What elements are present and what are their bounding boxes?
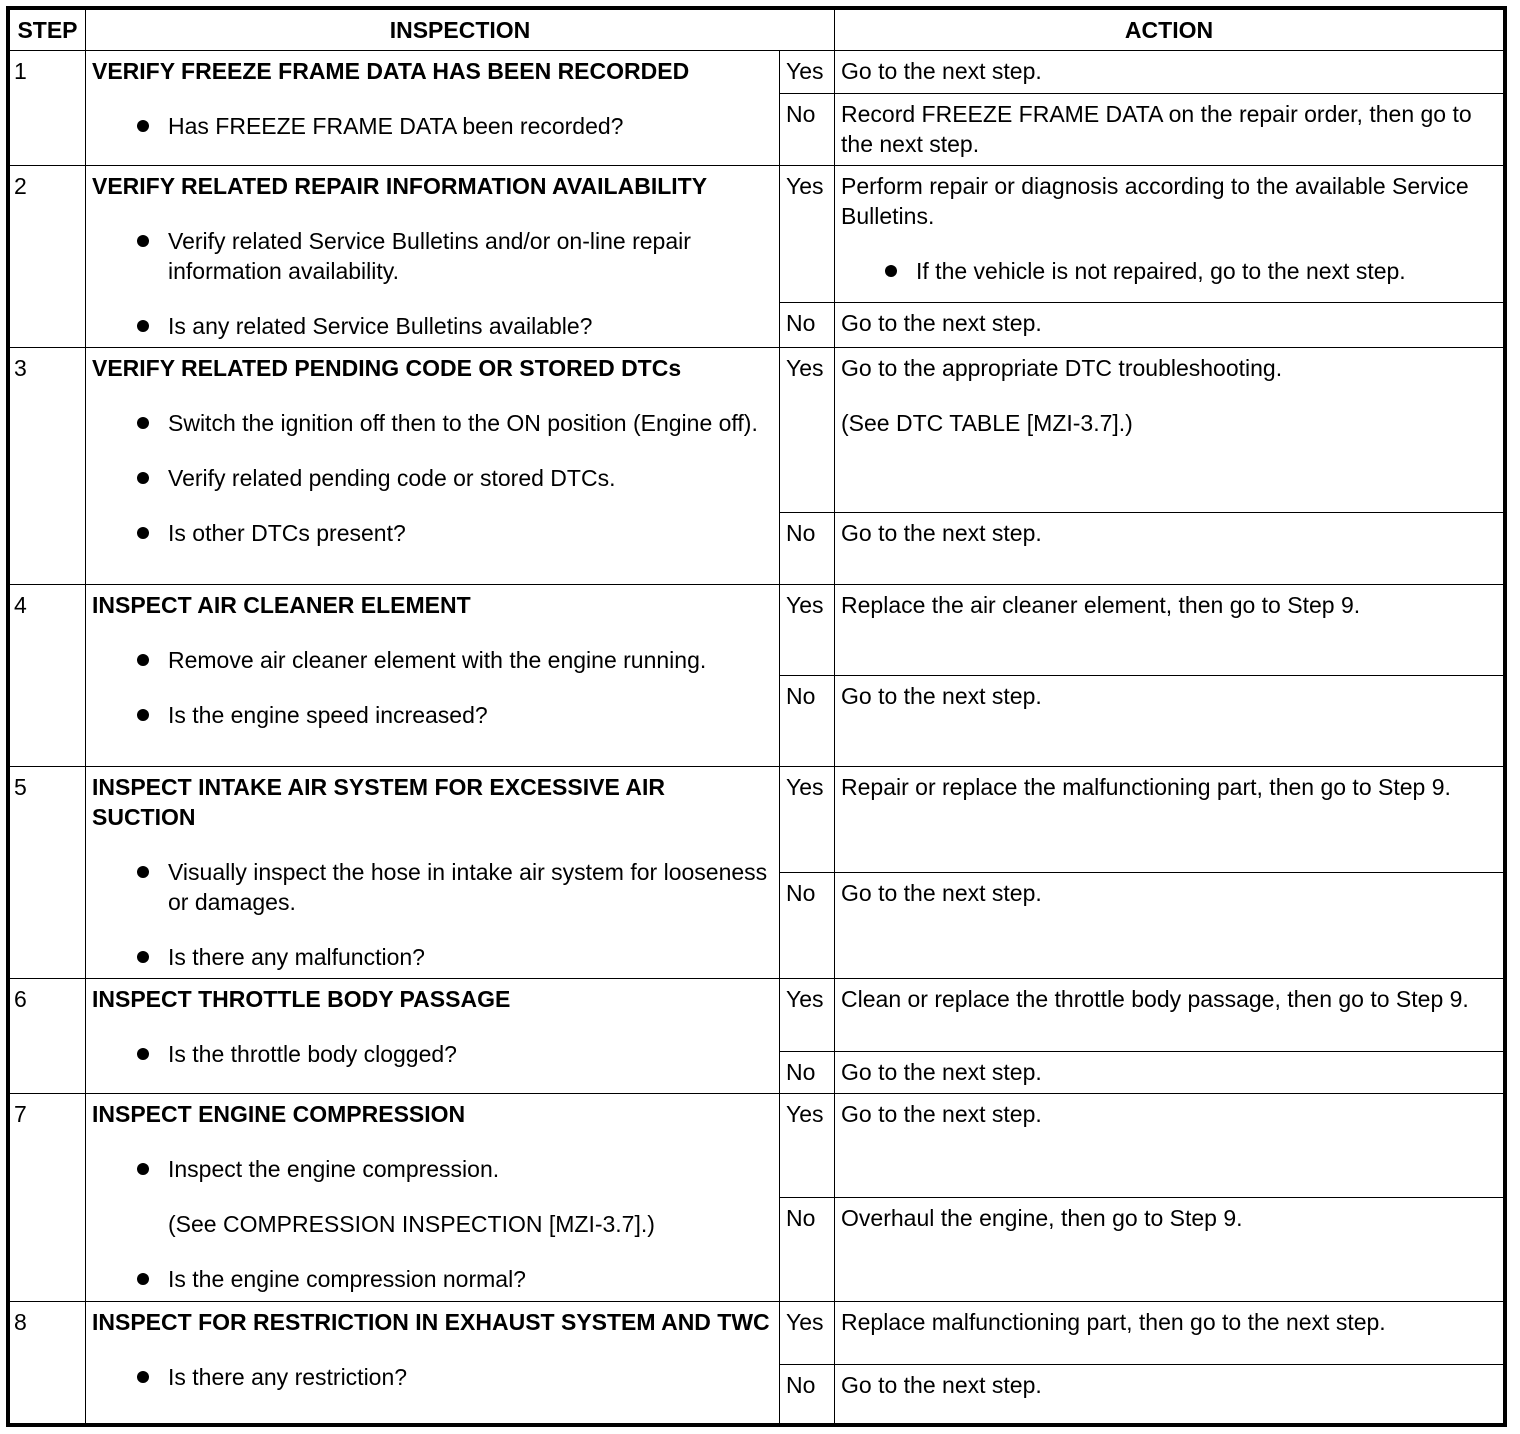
step-title: INSPECT FOR RESTRICTION IN EXHAUST SYSTEM AND TWC [92,1309,770,1335]
yes-action: Repair or replace the malfunctioning part, then go to Step 9. [835,767,1504,873]
inspection-cell [86,979,780,1094]
step-row [10,1094,1504,1198]
yes-label: Yes [780,348,835,513]
step-title: VERIFY RELATED REPAIR INFORMATION AVAILABILITY [92,173,708,199]
step-row [10,585,1504,676]
step-title: INSPECT AIR CLEANER ELEMENT [92,592,471,618]
header-row [10,10,1504,51]
inspection-bullet: Verify related pending code or stored DTCs. [92,463,773,493]
no-label: No [780,676,835,767]
yes-action: Go to the next step. [835,1094,1504,1198]
no-label: No [780,873,835,979]
inspection-bullet: Is any related Service Bulletins available? [92,311,773,341]
no-label: No [780,513,835,585]
step-number: 8 [10,1302,86,1424]
no-label: No [780,1365,835,1424]
no-action: Go to the next step. [835,1052,1504,1094]
no-label: No [780,1198,835,1302]
inspection-cell [86,1302,780,1424]
header-step: STEP [10,10,86,51]
step-title: VERIFY RELATED PENDING CODE OR STORED DTCs [92,355,682,381]
step-title: INSPECT THROTTLE BODY PASSAGE [92,986,511,1012]
no-label: No [780,94,835,166]
step-row [10,348,1504,513]
yes-label: Yes [780,979,835,1052]
inspection-bullet: Remove air cleaner element with the engine running. [92,645,773,675]
no-action: Go to the next step. [835,873,1504,979]
no-action: Go to the next step. [835,513,1504,585]
yes-label: Yes [780,1302,835,1365]
step-number: 7 [10,1094,86,1302]
no-action: Go to the next step. [835,1365,1504,1424]
inspection-bullet: Is other DTCs present? [92,518,773,548]
step-row [10,979,1504,1052]
step-row [10,166,1504,303]
yes-action: Perform repair or diagnosis according to the available Service Bulletins. [841,173,1469,229]
no-action: Go to the next step. [835,303,1504,348]
step-number: 2 [10,166,86,348]
yes-label: Yes [780,585,835,676]
troubleshooting-table [9,9,1504,1424]
inspection-bullet: Inspect the engine compression. [92,1154,773,1184]
step-row [10,767,1504,873]
inspection-cell [86,166,780,348]
step-row [10,1302,1504,1365]
header-action: ACTION [835,10,1504,51]
step-number: 4 [10,585,86,767]
inspection-bullet: Has FREEZE FRAME DATA been recorded? [92,111,773,141]
no-action: Go to the next step. [835,676,1504,767]
step-number: 5 [10,767,86,979]
yes-action-cell [835,348,1504,513]
inspection-cell [86,1094,780,1302]
inspection-cell [86,348,780,585]
inspection-reference: (See COMPRESSION INSPECTION [MZI-3.7].) [168,1211,655,1237]
inspection-bullet: Is there any malfunction? [92,942,773,972]
yes-action: Replace the air cleaner element, then go to Step 9. [835,585,1504,676]
inspection-bullet: Is the engine compression normal? [92,1264,773,1294]
yes-action: Go to the next step. [835,51,1504,94]
inspection-cell [86,51,780,166]
no-action: Overhaul the engine, then go to Step 9. [835,1198,1504,1302]
step-title: INSPECT ENGINE COMPRESSION [92,1101,466,1127]
step-number: 3 [10,348,86,585]
no-action: Record FREEZE FRAME DATA on the repair order, then go to the next step. [835,94,1504,166]
inspection-cell [86,585,780,767]
inspection-cell [86,767,780,979]
no-label: No [780,303,835,348]
step-title: INSPECT INTAKE AIR SYSTEM FOR EXCESSIVE AIR SUCTION [92,774,665,830]
step-title: VERIFY FREEZE FRAME DATA HAS BEEN RECORDED [92,58,690,84]
yes-label: Yes [780,1094,835,1198]
step-number: 6 [10,979,86,1094]
yes-action: Clean or replace the throttle body passage, then go to Step 9. [835,979,1504,1052]
action-reference: (See DTC TABLE [MZI-3.7].) [841,410,1133,436]
action-bullet: If the vehicle is not repaired, go to the next step. [841,256,1497,286]
inspection-bullet: Is there any restriction? [92,1362,773,1392]
no-label: No [780,1052,835,1094]
yes-label: Yes [780,166,835,303]
header-inspection: INSPECTION [86,10,835,51]
yes-label: Yes [780,767,835,873]
inspection-bullet: Is the engine speed increased? [92,700,773,730]
inspection-bullet: Verify related Service Bulletins and/or on-line repair information availability. [92,226,773,286]
inspection-bullet: Is the throttle body clogged? [92,1039,773,1069]
inspection-bullet: Switch the ignition off then to the ON position (Engine off). [92,408,773,438]
troubleshooting-table-frame [6,6,1507,1427]
yes-action: Go to the appropriate DTC troubleshooting. [841,355,1283,381]
yes-action-cell [835,166,1504,303]
yes-action: Replace malfunctioning part, then go to the next step. [835,1302,1504,1365]
inspection-bullet: Visually inspect the hose in intake air system for looseness or damages. [92,857,773,917]
yes-label: Yes [780,51,835,94]
step-row [10,51,1504,94]
step-number: 1 [10,51,86,166]
